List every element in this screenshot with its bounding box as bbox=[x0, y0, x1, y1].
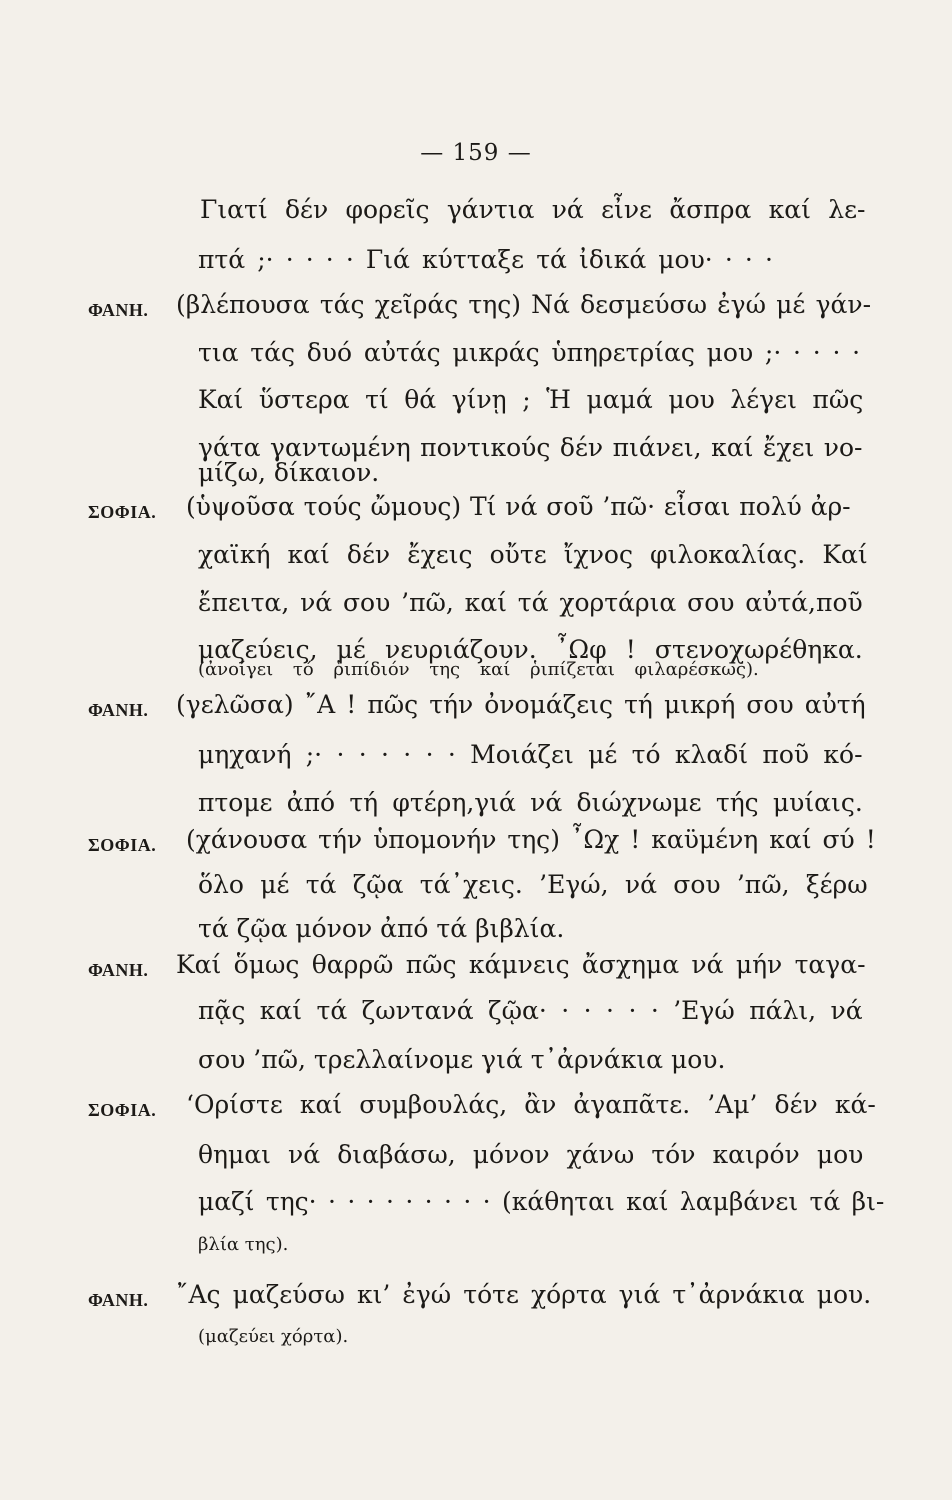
speaker-name: ΦΑΝΗ. bbox=[88, 960, 149, 980]
text-line: χαϊκή καί δέν ἔχεις οὔτε ἴχνος φιλοκαλίας. Καί bbox=[198, 540, 868, 569]
text-line: (βλέπουσα τάς χεῖράς της) Νά δεσμεύσω ἐγώ μέ γάν- bbox=[176, 290, 872, 319]
speaker-name: ΦΑΝΗ. bbox=[88, 700, 149, 720]
text-line: πτομε ἀπό τή φτέρη,γιά νά διώχνωμε τής μυίαις. bbox=[198, 788, 863, 817]
speaker-name: ΣΟΦΙΑ. bbox=[88, 502, 157, 522]
text-line: Καί ὕστερα τί θά γίνῃ ; Ἡ μαμά μου λέγει πῶς bbox=[198, 385, 864, 414]
text-line: Γιατί δέν φορεῖς γάντια νά εἶνε ἄσπρα καί λε- bbox=[200, 195, 866, 224]
speaker-name: ΦΑΝΗ. bbox=[88, 1290, 149, 1310]
text-line: (ἀνοίγει τό ῥιπίδιόν της καί ῥιπίζεται φιλαρέσκως). bbox=[198, 659, 759, 680]
text-line: μηχανή ;· · · · · · · Μοιάζει μέ τό κλαδί ποῦ κό- bbox=[198, 740, 863, 769]
text-line: σου ’πῶ, τρελλαίνομε γιά τ᾽ἀρνάκια μου. bbox=[198, 1045, 726, 1074]
page-number: — 159 — bbox=[420, 140, 532, 166]
text-line: (μαζεύει χόρτα). bbox=[198, 1326, 349, 1347]
text-line: ῎Ας μαζεύσω κι’ ἐγώ τότε χόρτα γιά τ᾽ἀρνάκια μου. bbox=[176, 1280, 872, 1309]
text-line: γάτα γαντωμένη ποντικούς δέν πιάνει, καί ἔχει νο- bbox=[198, 433, 863, 462]
text-line: (χάνουσα τήν ὑπομονήν της) ῏Ωχ ! καϋμένη καί σύ ! bbox=[186, 825, 876, 854]
text-line: θημαι νά διαβάσω, μόνον χάνω τόν καιρόν μου bbox=[198, 1140, 864, 1169]
text-line: μαζί της· · · · · · · · · · (κάθηται καί λαμβάνει τά βι- bbox=[198, 1187, 885, 1216]
text-line: ‘Ορίστε καί συμβουλάς, ἂν ἀγαπᾶτε. ’Αμ’ δέν κά- bbox=[186, 1090, 876, 1119]
text-line: μαζεύεις, μέ νευριάζουν. ῏Ωφ ! στενοχωρέθηκα. bbox=[198, 635, 863, 664]
speaker-name: ΣΟΦΙΑ. bbox=[88, 1100, 157, 1120]
text-line: πᾷς καί τά ζωντανά ζῷα· · · · · · ’Εγώ πάλι, νά bbox=[198, 996, 863, 1025]
text-line: βλία της). bbox=[198, 1234, 289, 1255]
text-line: (ὑψοῦσα τούς ὤμους) Τί νά σοῦ ’πῶ· εἶσαι πολύ ἀρ- bbox=[186, 492, 851, 521]
text-line: Καί ὅμως θαρρῶ πῶς κάμνεις ἄσχημα νά μήν ταγα- bbox=[176, 950, 866, 979]
text-line: τια τάς δυό αὐτάς μικράς ὑπηρετρίας μου ;· · · · · bbox=[198, 338, 861, 367]
text-line: (γελῶσα) ῎Α ! πῶς τήν ὀνομάζεις τή μικρή σου αὐτή bbox=[176, 690, 866, 719]
text-line: μίζω, δίκαιον. bbox=[198, 458, 380, 487]
speaker-name: ΣΟΦΙΑ. bbox=[88, 835, 157, 855]
text-line: τά ζῷα μόνον ἀπό τά βιβλία. bbox=[198, 914, 565, 943]
speaker-name: ΦΑΝΗ. bbox=[88, 300, 149, 320]
text-line: ὅλο μέ τά ζῷα τά᾽χεις. ’Εγώ, νά σου ’πῶ, ξέρω bbox=[198, 870, 868, 899]
text-line: πτά ;· · · · · Γιά κύτταξε τά ἰδικά μου· · · · bbox=[198, 245, 773, 274]
text-line: ἔπειτα, νά σου ’πῶ, καί τά χορτάρια σου αὐτά,ποῦ bbox=[198, 588, 863, 617]
